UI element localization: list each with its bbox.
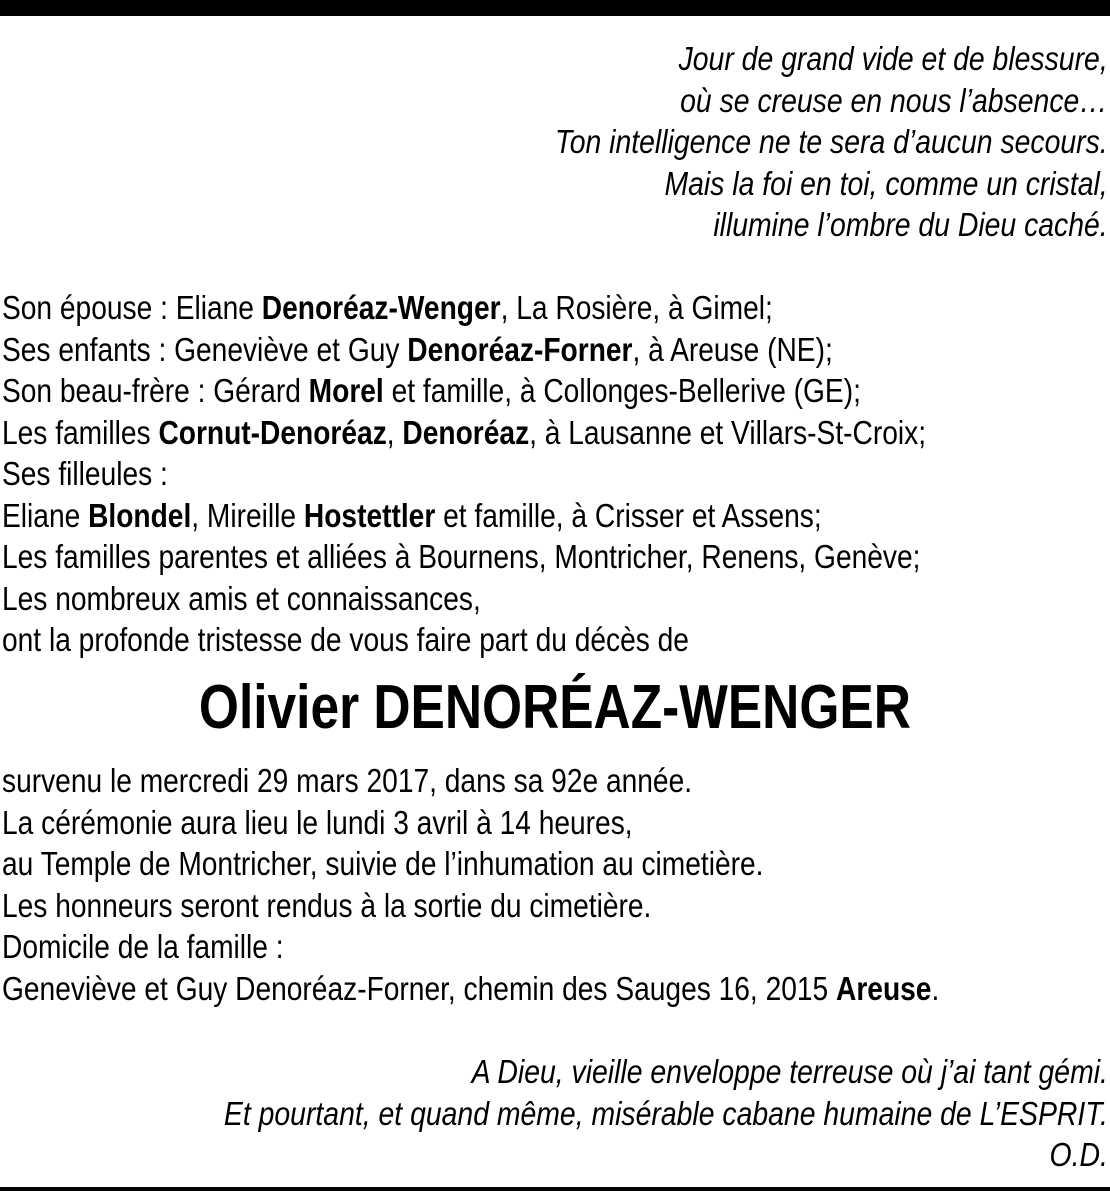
goddaughter-surname: Hostettler (303, 496, 436, 534)
poem-line: A Dieu, vieille enveloppe terreuse où j’ai tant gémi. (471, 1053, 1108, 1090)
poem-line: où se creuse en nous l’absence… (680, 81, 1108, 119)
brother-in-law-surname: Morel (308, 372, 384, 409)
family-surname: Cornut-Denoréaz (158, 413, 387, 451)
opening-poem (555, 38, 1108, 246)
location-line: au Temple de Montricher, suivie de l’inhumation au cimetière. (2, 845, 764, 882)
top-border-rule (0, 0, 1110, 16)
children-surname: Denoréaz-Forner (407, 330, 633, 368)
families-line: Les familles Cornut-Denoréaz, Denoréaz, à Lausanne et Villars-St-Croix; (2, 413, 927, 451)
family-announcement (2, 287, 926, 661)
children-line: Ses enfants : Geneviève et Guy Denoréaz-Forner, à Areuse (NE); (2, 330, 833, 368)
spouse-surname: Denoréaz-Wenger (261, 289, 501, 326)
friends-line: Les nombreux amis et connaissances, (2, 579, 481, 617)
poem-line: Et pourtant, et quand même, misérable cabane humaine de L’ESPRIT. (224, 1094, 1108, 1132)
poem-line: illumine l’ombre du Dieu caché. (713, 206, 1108, 243)
relatives-line: Les familles parentes et alliées à Bournens, Montricher, Renens, Genève; (2, 538, 921, 575)
address-town: Areuse (836, 969, 932, 1007)
family-surname: Denoréaz (402, 413, 530, 451)
poem-line: Mais la foi en toi, comme un cristal, (664, 164, 1108, 202)
deceased-name-heading (0, 672, 1110, 744)
family-home-heading: Domicile de la famille : (2, 928, 284, 965)
poem-signature: O.D. (1049, 1136, 1108, 1173)
family-address-line: Geneviève et Guy Denoréaz-Forner, chemin des Sauges 16, 2015 Areuse. (2, 969, 940, 1007)
announcement-line: ont la profonde tristesse de vous faire part du décès de (2, 621, 689, 658)
ceremony-details (2, 760, 939, 1009)
closing-poem (224, 1051, 1108, 1176)
death-date-line: survenu le mercredi 29 mars 2017, dans sa 92e année. (2, 762, 693, 799)
spouse-line: Son épouse : Eliane Denoréaz-Wenger, La Rosière, à Gimel; (2, 289, 773, 326)
bottom-border-rule (0, 1187, 1110, 1191)
goddaughters-heading: Ses filleules : (2, 455, 168, 492)
goddaughters-line: Eliane Blondel, Mireille Hostettler et famille, à Crisser et Assens; (2, 496, 822, 534)
poem-line: Jour de grand vide et de blessure, (678, 40, 1108, 77)
ceremony-line: La cérémonie aura lieu le lundi 3 avril à 14 heures, (2, 803, 633, 841)
honours-line: Les honneurs seront rendus à la sortie du cimetière. (2, 886, 652, 924)
deceased-name: Olivier DENORÉAZ-WENGER (199, 673, 911, 742)
goddaughter-surname: Blondel (88, 496, 192, 534)
poem-line: Ton intelligence ne te sera d’aucun secours. (555, 123, 1108, 160)
brother-in-law-line: Son beau-frère : Gérard Morel et famille, à Collonges-Bellerive (GE); (2, 372, 861, 409)
